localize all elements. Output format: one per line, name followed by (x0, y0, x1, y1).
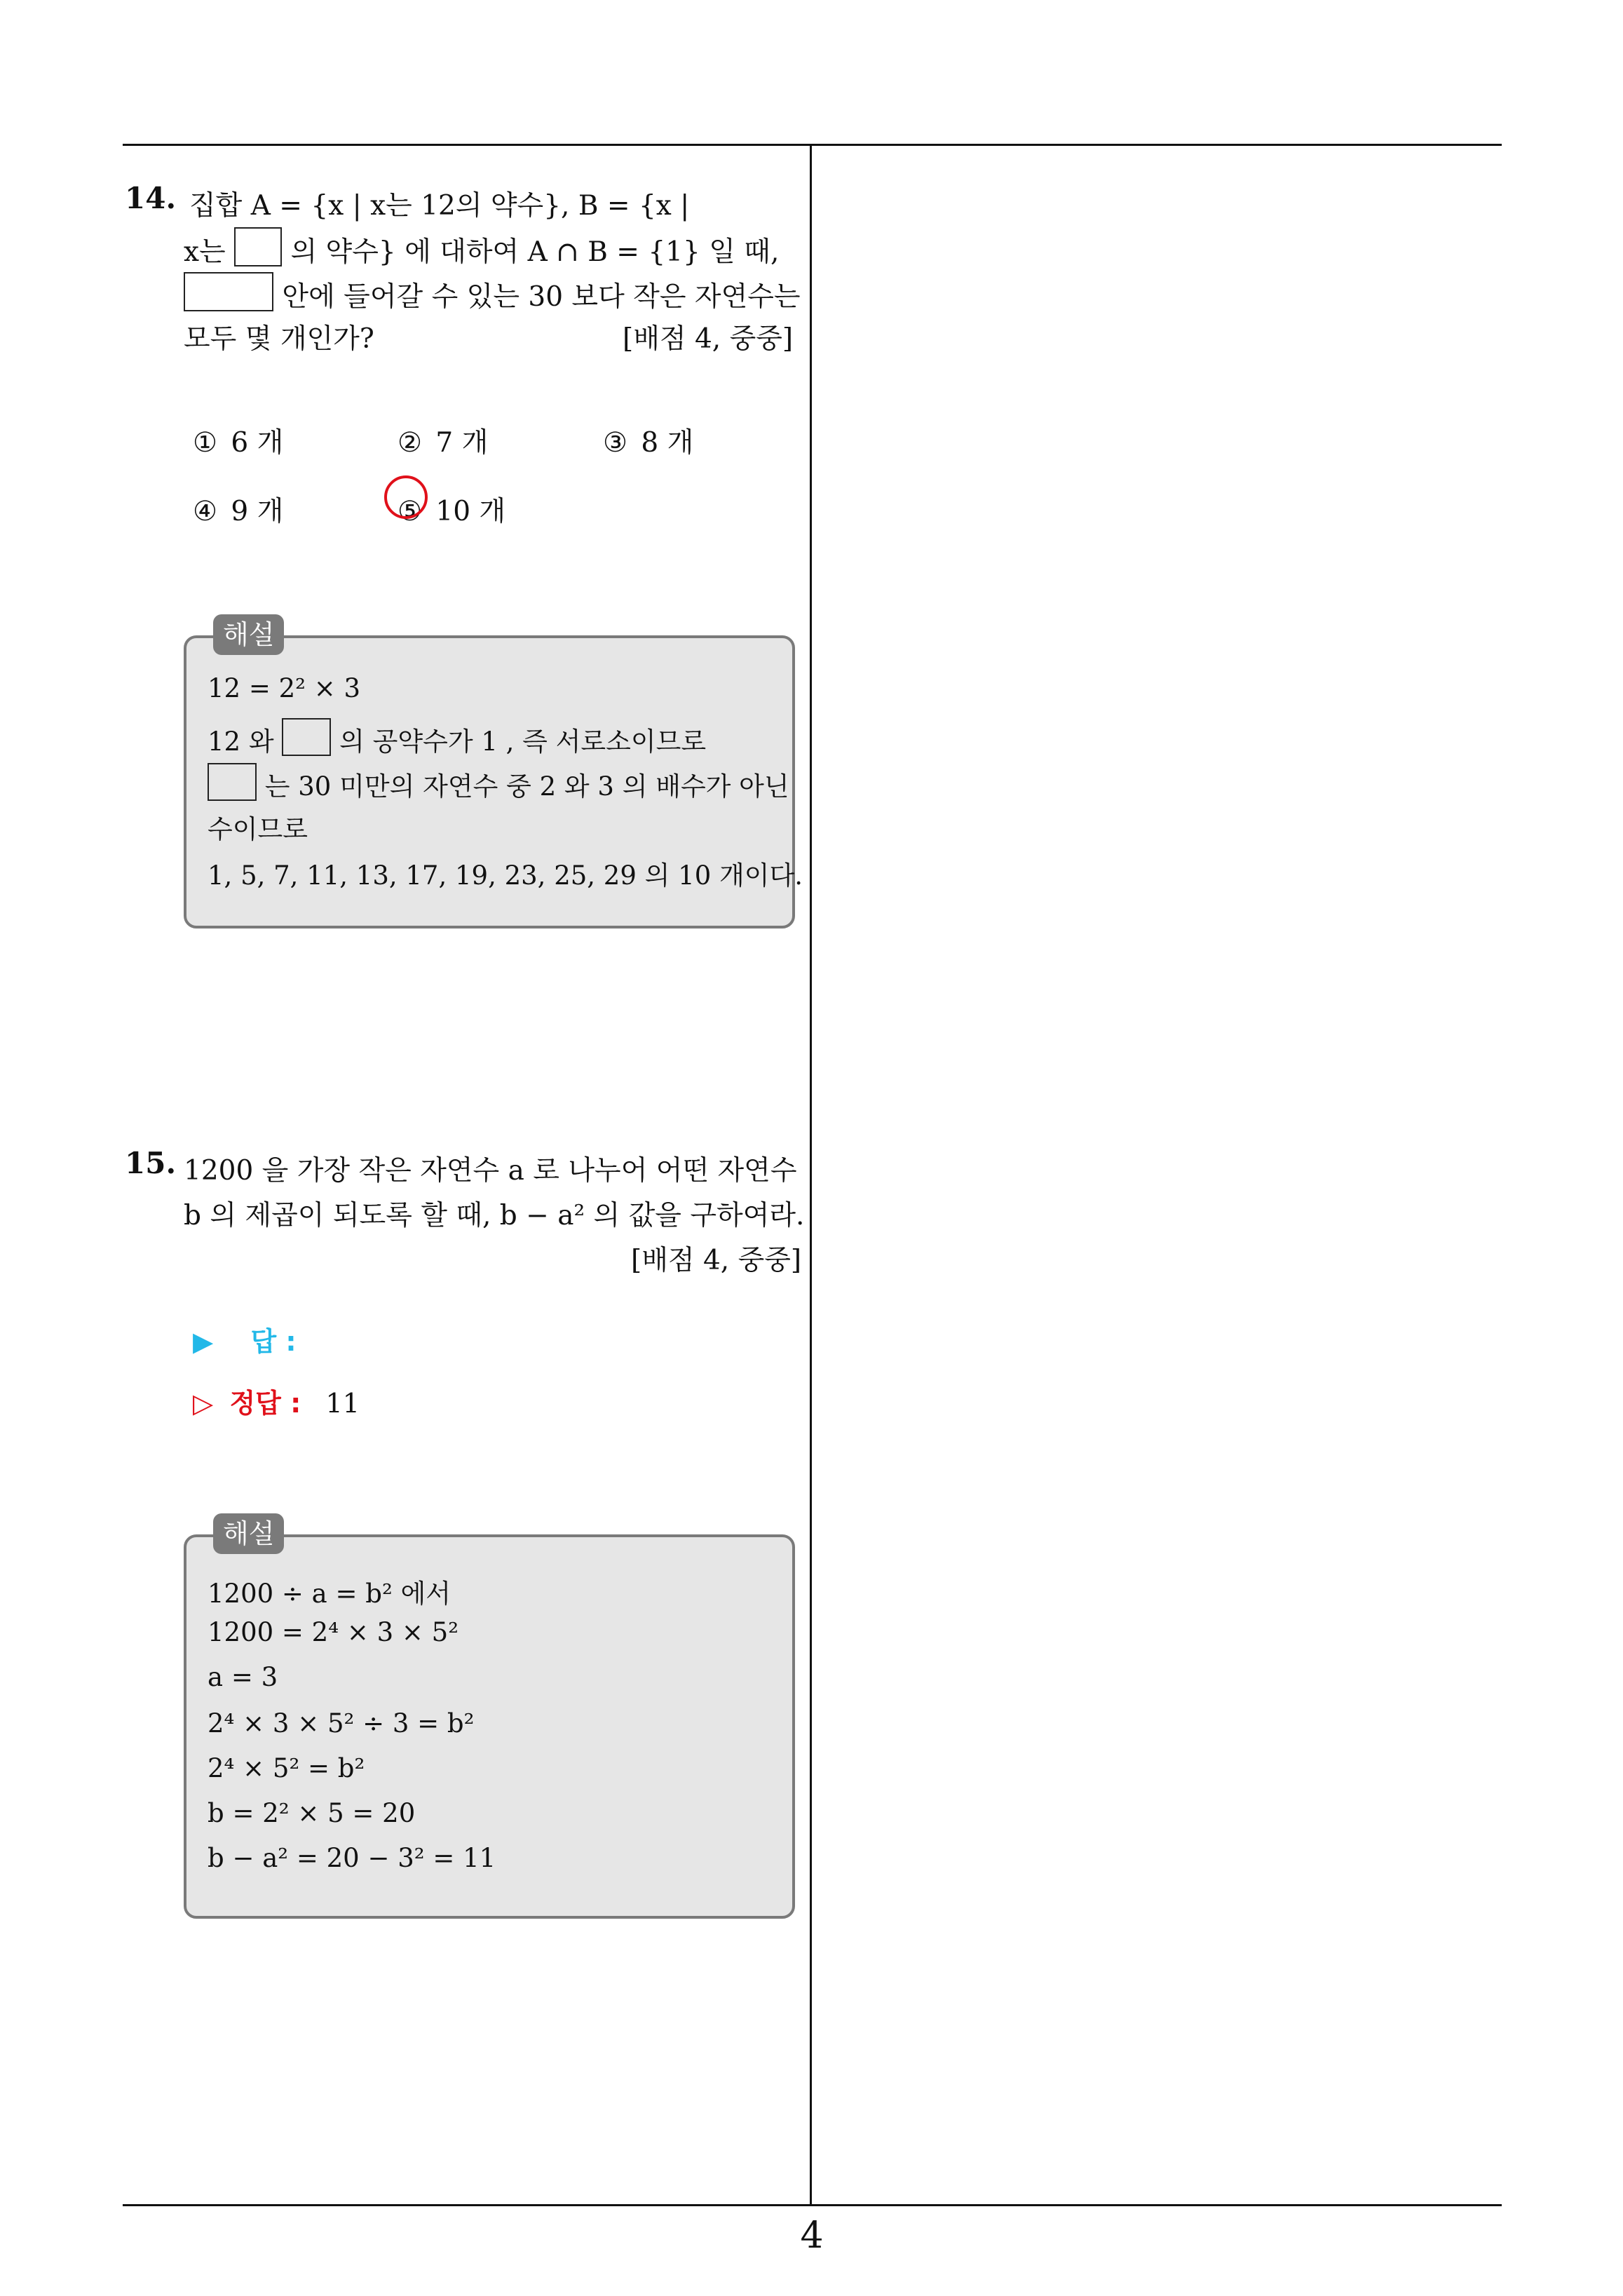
choice-2-text: 7 개 (435, 427, 489, 459)
choice-1-mark: ① (193, 427, 217, 459)
question-14-line-1: 집합 A = {x | x는 12의 약수}, B = {x | (189, 190, 690, 222)
choice-3-mark: ③ (603, 427, 627, 459)
solution-15-line-4: 2⁴ × 3 × 5² ÷ 3 = b² (208, 1708, 475, 1738)
solution-14-line-2 (208, 718, 706, 758)
choice-4[interactable] (193, 489, 283, 529)
question-15-score: [배점 4, 중중] (631, 1245, 802, 1276)
answer-input-row[interactable] (193, 1320, 297, 1358)
solution-15-line-7: b − a² = 20 − 3² = 11 (208, 1843, 496, 1873)
solution-15-line-1: 1200 ÷ a = b² 에서 (208, 1579, 451, 1609)
question-14-line-3-text: 안에 들어갈 수 있는 30 보다 작은 자연수는 (282, 281, 801, 313)
solution-15-line-6: b = 2² × 5 = 20 (208, 1798, 416, 1828)
solution-14-line-1: 12 = 2² × 3 (208, 673, 361, 703)
blank-box (184, 272, 273, 311)
solution-box-15 (184, 1518, 795, 1919)
solution-14-line-3-text: 는 30 미만의 자연수 중 2 와 3 의 배수가 아닌 (264, 771, 789, 802)
solution-14-line-5: 1, 5, 7, 11, 13, 17, 19, 23, 25, 29 의 10 개이다. (208, 860, 803, 891)
question-14-line-2-start: x는 (184, 236, 226, 268)
blank-box (282, 718, 331, 756)
question-15-number: 15. (125, 1146, 177, 1180)
solution-14-line-2-end: 의 공약수가 1 , 즉 서로소이므로 (339, 727, 707, 757)
column-divider (810, 144, 812, 2206)
solution-14-line-4: 수이므로 (208, 814, 308, 844)
choice-1[interactable] (193, 421, 283, 460)
solution-15-line-5: 2⁴ × 5² = b² (208, 1753, 365, 1783)
solution-box-14 (184, 619, 803, 928)
answer-arrow-icon: ▶ (193, 1326, 214, 1357)
question-14-line-4: 모두 몇 개인가? (184, 323, 374, 355)
answer-label: 답 : (250, 1326, 297, 1357)
solution-15-line-2: 1200 = 2⁴ × 3 × 5² (208, 1617, 459, 1647)
question-15-line-1: 1200 을 가장 작은 자연수 a 로 나누어 어떤 자연수 (184, 1155, 797, 1187)
question-14-score: [배점 4, 중중] (623, 323, 794, 355)
question-14-number: 14. (125, 181, 177, 215)
solution-tag: 해설 (213, 614, 284, 655)
solution-14-line-3 (208, 763, 789, 803)
question-14-line-2-end: 의 약수} 에 대하여 A ∩ B = {1} 일 때, (290, 236, 780, 268)
choice-4-mark: ④ (193, 496, 217, 527)
choice-2[interactable] (398, 421, 488, 460)
selected-answer-circle (384, 475, 428, 519)
choice-2-mark: ② (398, 427, 422, 459)
choice-5-text: 10 개 (435, 496, 506, 527)
correct-answer-row (193, 1382, 360, 1420)
choice-5-mark: ⑤ (398, 496, 422, 527)
solution-tag: 해설 (213, 1513, 284, 1554)
solution-14-line-2-start: 12 와 (208, 727, 274, 757)
question-14-line-3 (184, 272, 801, 314)
correct-answer-label: 정답 : (229, 1388, 301, 1419)
top-rule (123, 144, 1502, 146)
choice-3[interactable] (603, 421, 693, 460)
solution-15-line-3: a = 3 (208, 1662, 278, 1692)
blank-box (234, 227, 282, 266)
choice-1-text: 6 개 (231, 427, 284, 459)
correct-answer-value: 11 (325, 1388, 360, 1419)
question-15-line-2: b 의 제곱이 되도록 할 때, b − a² 의 값을 구하여라. (184, 1200, 805, 1231)
question-14-line-2 (184, 227, 779, 269)
correct-arrow-icon: ▷ (193, 1388, 214, 1419)
bottom-rule (123, 2204, 1502, 2206)
blank-box (208, 763, 257, 801)
choice-3-text: 8 개 (641, 427, 694, 459)
choice-4-text: 9 개 (231, 496, 284, 527)
page-number: 4 (800, 2215, 824, 2257)
